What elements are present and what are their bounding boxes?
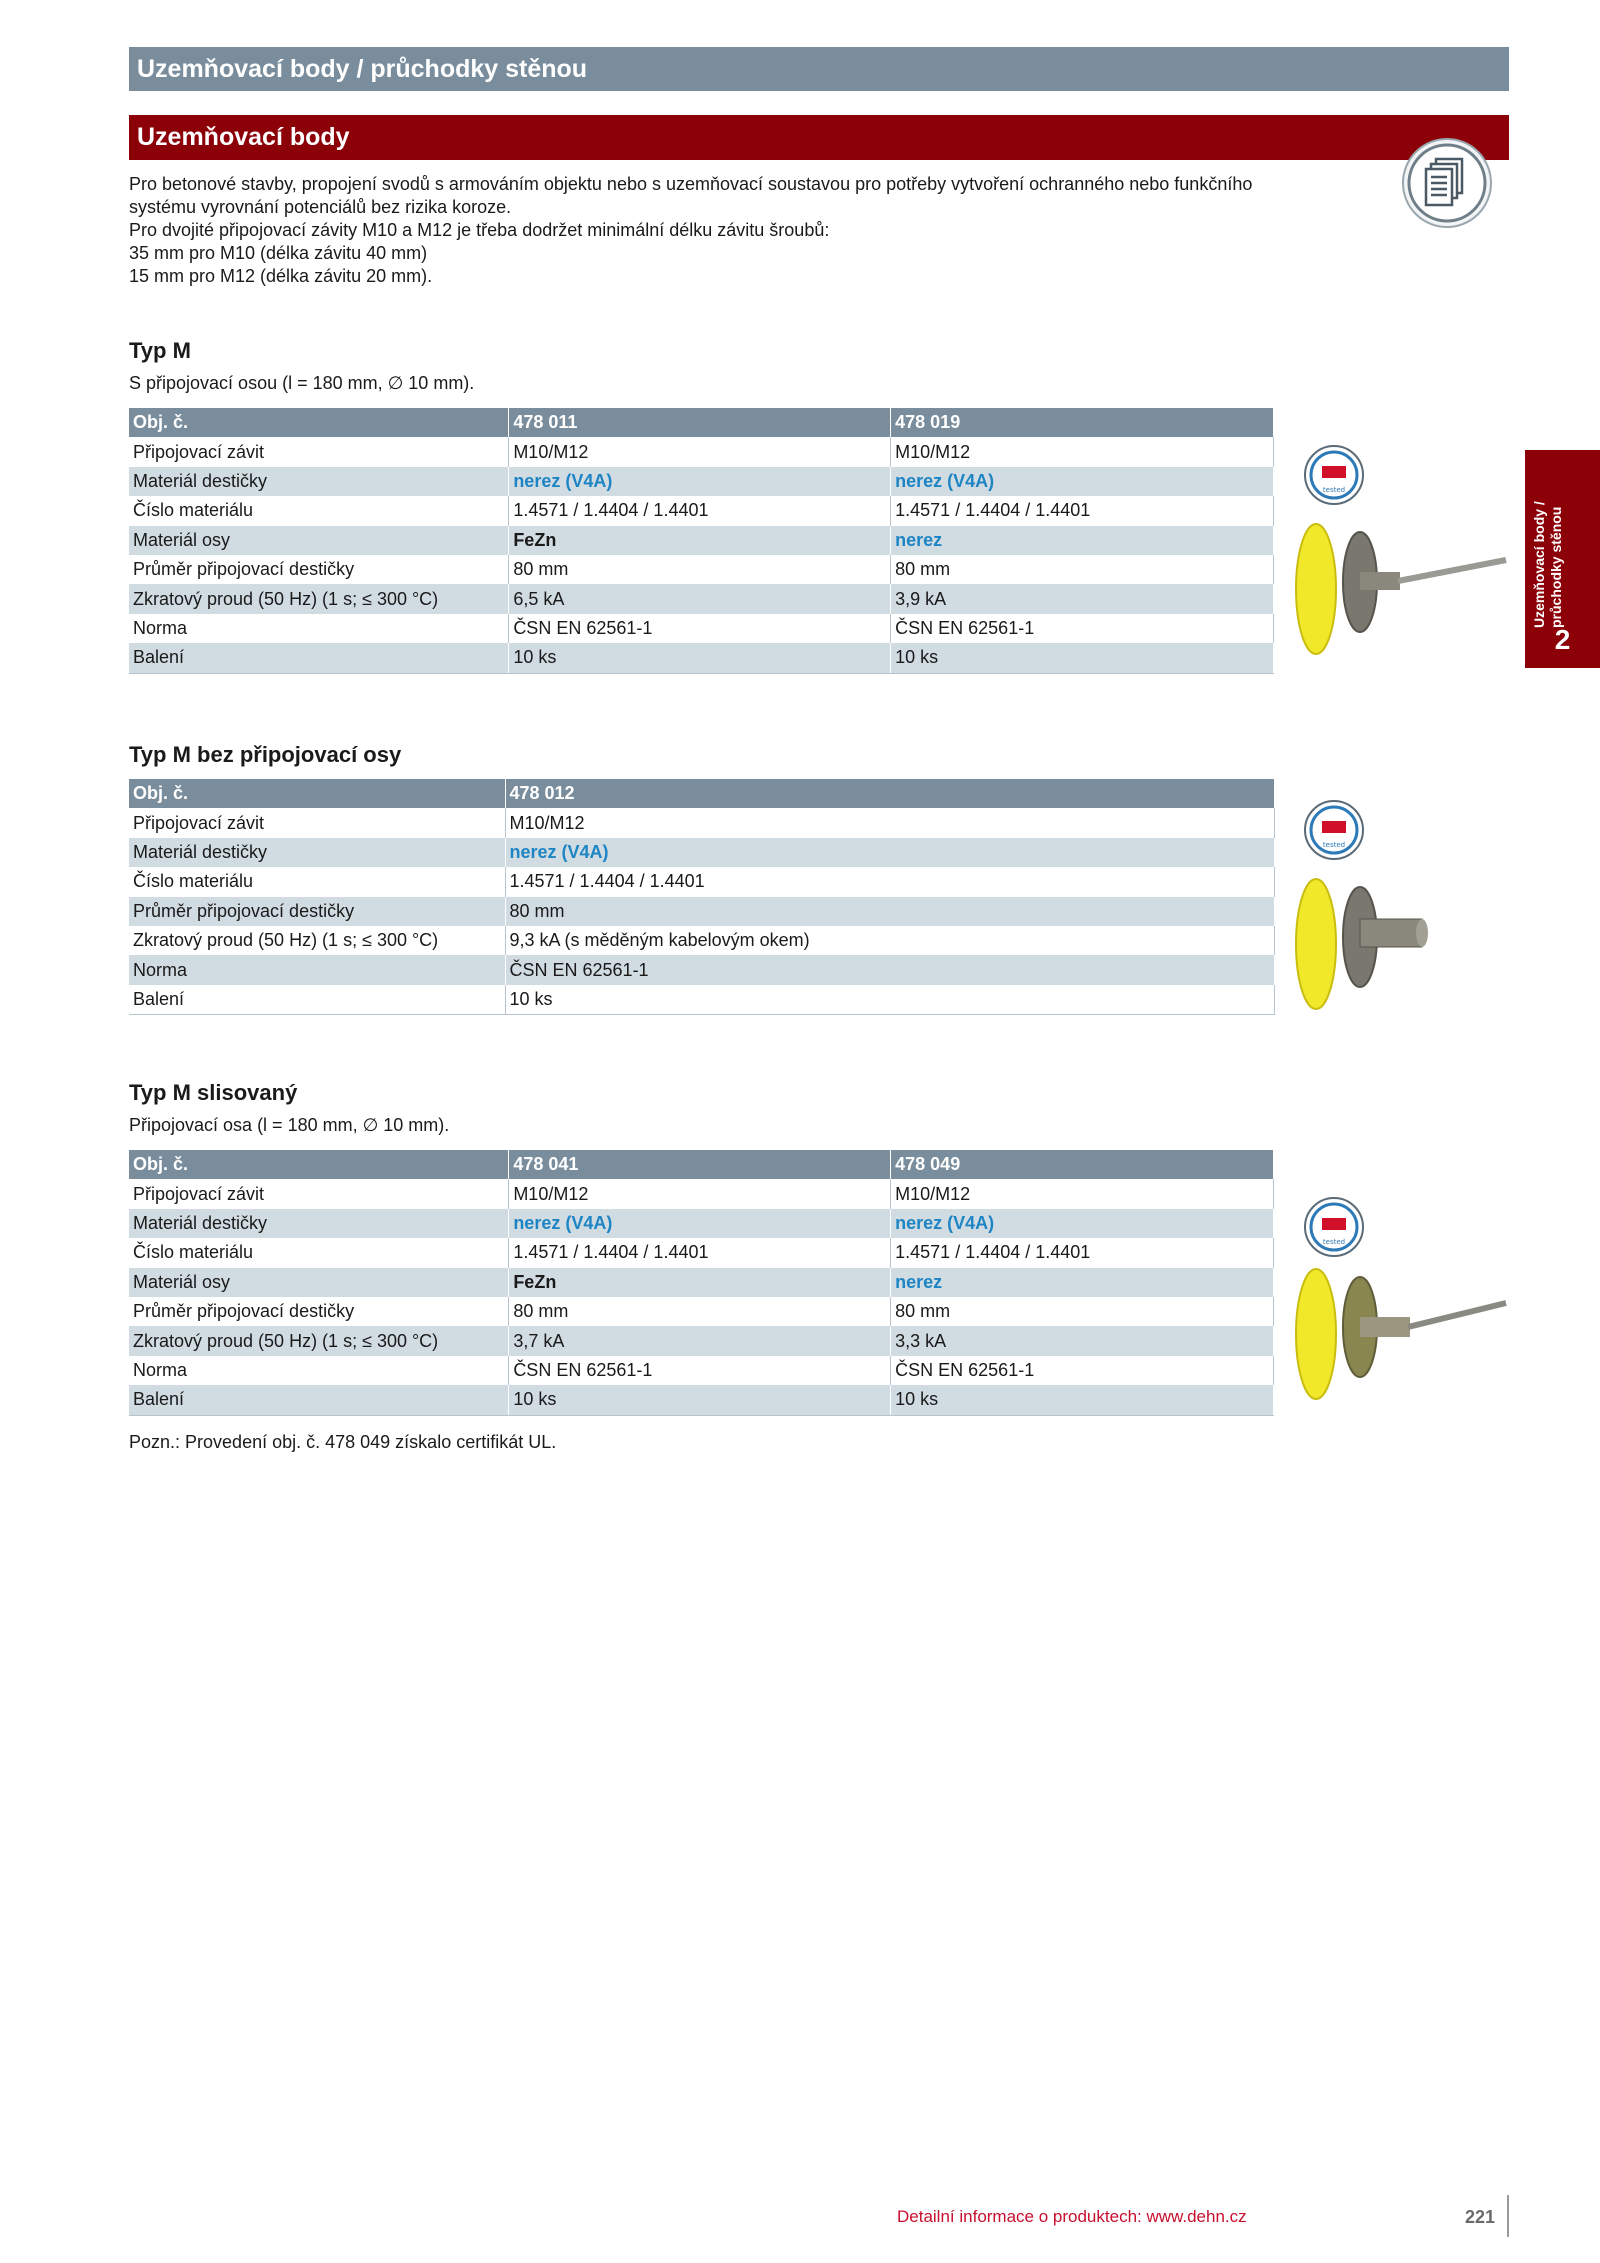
row-value: M10/M12 — [509, 1179, 891, 1208]
row-value: 80 mm — [509, 1297, 891, 1326]
chapter-title: Uzemňovací body / průchodky stěnou — [137, 54, 588, 83]
section-subtitle-typ-m: S připojovací osou (l = 180 mm, ∅ 10 mm). — [129, 373, 475, 393]
page-number: 221 — [1465, 2207, 1496, 2227]
row-label: Zkratový proud (50 Hz) (1 s; ≤ 300 °C) — [129, 1326, 509, 1355]
row-label: Materiál destičky — [129, 838, 505, 867]
row-label: Norma — [129, 614, 509, 643]
page-number-divider — [1507, 2195, 1509, 2237]
row-value: nerez — [891, 526, 1274, 555]
row-label: Připojovací závit — [129, 808, 505, 837]
row-value: 10 ks — [509, 1385, 891, 1415]
row-value: 3,9 kA — [891, 584, 1274, 613]
row-value: 10 ks — [891, 643, 1274, 673]
svg-text:tested: tested — [1322, 1238, 1346, 1246]
row-value: ČSN EN 62561-1 — [891, 1356, 1274, 1385]
row-label: Balení — [129, 1385, 509, 1415]
table-header-row — [129, 408, 1274, 437]
table-row — [129, 838, 1274, 867]
table-row — [129, 1326, 1274, 1355]
table-row — [129, 985, 1274, 1015]
row-label: Průměr připojovací destičky — [129, 897, 505, 926]
header-cell: Obj. č. — [129, 779, 505, 808]
row-label: Materiál osy — [129, 1268, 509, 1297]
row-label: Materiál osy — [129, 526, 509, 555]
row-label: Balení — [129, 985, 505, 1015]
documents-icon — [1401, 137, 1493, 229]
table-row — [129, 1238, 1274, 1267]
intro-line: 15 mm pro M12 (délka závitu 20 mm). — [129, 266, 433, 286]
row-value: 6,5 kA — [509, 584, 891, 613]
table-header-row — [129, 779, 1274, 808]
tested-badge-icon — [1303, 1196, 1365, 1258]
row-value: nerez — [891, 1268, 1274, 1297]
section-heading-typ-m-bez-osy: Typ M bez připojovací osy — [129, 742, 402, 767]
table-row — [129, 1268, 1274, 1297]
row-value: 1.4571 / 1.4404 / 1.4401 — [509, 496, 891, 525]
intro-line: Pro betonové stavby, propojení svodů s armováním objektu nebo s uzemňovací soustavou pro potřeby vytvoření ochranného nebo funkčního — [129, 174, 1253, 194]
row-value: 3,3 kA — [891, 1326, 1274, 1355]
row-label: Zkratový proud (50 Hz) (1 s; ≤ 300 °C) — [129, 926, 505, 955]
row-label: Norma — [129, 955, 505, 984]
table-row — [129, 1356, 1274, 1385]
row-label: Průměr připojovací destičky — [129, 555, 509, 584]
row-value: M10/M12 — [509, 437, 891, 466]
tested-badge-icon — [1303, 444, 1365, 506]
row-label: Materiál destičky — [129, 1209, 509, 1238]
row-label: Materiál destičky — [129, 467, 509, 496]
row-value: nerez (V4A) — [891, 1209, 1274, 1238]
row-value: FeZn — [509, 1268, 891, 1297]
side-tab-line: průchodky stěnou — [1548, 506, 1564, 628]
product-image-typ-m-bez-osy — [1288, 875, 1448, 1013]
row-value: M10/M12 — [891, 437, 1274, 466]
table-row — [129, 496, 1274, 525]
table-row — [129, 437, 1274, 466]
chapter-side-tab — [1525, 450, 1600, 668]
row-value: 80 mm — [505, 897, 1274, 926]
chapter-title-bar — [129, 47, 1509, 91]
row-label: Balení — [129, 643, 509, 673]
row-value: ČSN EN 62561-1 — [505, 955, 1274, 984]
header-cell: 478 012 — [505, 779, 1274, 808]
row-label: Průměr připojovací destičky — [129, 1297, 509, 1326]
row-value: nerez (V4A) — [891, 467, 1274, 496]
row-value: 80 mm — [509, 555, 891, 584]
row-label: Norma — [129, 1356, 509, 1385]
row-value: 10 ks — [505, 985, 1274, 1015]
row-value: nerez (V4A) — [509, 1209, 891, 1238]
row-value: 9,3 kA (s měděným kabelovým okem) — [505, 926, 1274, 955]
table-row — [129, 1385, 1274, 1415]
row-value: FeZn — [509, 526, 891, 555]
row-value: ČSN EN 62561-1 — [509, 614, 891, 643]
header-cell: 478 049 — [891, 1150, 1274, 1179]
row-value: 3,7 kA — [509, 1326, 891, 1355]
note-text: Pozn.: Provedení obj. č. 478 049 získalo certifikát UL. — [129, 1432, 557, 1452]
product-image-typ-m — [1288, 520, 1510, 658]
spec-table-typ-m — [129, 408, 1274, 674]
section-heading-typ-m: Typ M — [129, 338, 191, 363]
section-subtitle-typ-m-slisovany: Připojovací osa (l = 180 mm, ∅ 10 mm). — [129, 1115, 450, 1135]
footer-product-info-link[interactable]: Detailní informace o produktech: www.dehn.cz — [897, 2207, 1247, 2226]
intro-line: systému vyrovnání potenciálů bez rizika koroze. — [129, 197, 512, 217]
table-row — [129, 614, 1274, 643]
row-label: Číslo materiálu — [129, 496, 509, 525]
table-row — [129, 1209, 1274, 1238]
intro-line: Pro dvojité připojovací závity M10 a M12 je třeba dodržet minimální délku závitu šroubů: — [129, 220, 830, 240]
table-row — [129, 867, 1274, 896]
spec-table-typ-m-bez-osy — [129, 779, 1275, 1015]
row-label: Připojovací závit — [129, 437, 509, 466]
row-value: ČSN EN 62561-1 — [891, 614, 1274, 643]
row-value: ČSN EN 62561-1 — [509, 1356, 891, 1385]
table-row — [129, 1297, 1274, 1326]
row-value: M10/M12 — [891, 1179, 1274, 1208]
header-cell: Obj. č. — [129, 1150, 509, 1179]
table-row — [129, 955, 1274, 984]
table-row — [129, 926, 1274, 955]
section-title-bar — [129, 115, 1509, 160]
row-label: Zkratový proud (50 Hz) (1 s; ≤ 300 °C) — [129, 584, 509, 613]
side-tab-label — [1531, 433, 1591, 628]
row-value: 1.4571 / 1.4404 / 1.4401 — [891, 1238, 1274, 1267]
header-cell: 478 011 — [509, 408, 891, 437]
row-value: 1.4571 / 1.4404 / 1.4401 — [891, 496, 1274, 525]
svg-text:tested: tested — [1322, 486, 1346, 494]
table-header-row — [129, 1150, 1274, 1179]
table-row — [129, 897, 1274, 926]
row-value: 10 ks — [509, 643, 891, 673]
row-value: 10 ks — [891, 1385, 1274, 1415]
intro-text — [129, 173, 1309, 288]
row-label: Číslo materiálu — [129, 867, 505, 896]
table-row — [129, 1179, 1274, 1208]
header-cell: Obj. č. — [129, 408, 509, 437]
table-row — [129, 808, 1274, 837]
row-value: 80 mm — [891, 1297, 1274, 1326]
tested-badge-icon — [1303, 799, 1365, 861]
row-value: nerez (V4A) — [505, 838, 1274, 867]
table-row — [129, 467, 1274, 496]
spec-table-typ-m-slisovany — [129, 1150, 1274, 1416]
row-value: 80 mm — [891, 555, 1274, 584]
section-title: Uzemňovací body — [137, 123, 350, 151]
table-row — [129, 526, 1274, 555]
table-row — [129, 584, 1274, 613]
row-value: nerez (V4A) — [509, 467, 891, 496]
product-image-typ-m-slisovany — [1288, 1265, 1510, 1403]
header-cell: 478 041 — [509, 1150, 891, 1179]
section-heading-typ-m-slisovany: Typ M slisovaný — [129, 1080, 298, 1105]
row-value: 1.4571 / 1.4404 / 1.4401 — [505, 867, 1274, 896]
header-cell: 478 019 — [891, 408, 1274, 437]
row-label: Připojovací závit — [129, 1179, 509, 1208]
table-row — [129, 555, 1274, 584]
intro-line: 35 mm pro M10 (délka závitu 40 mm) — [129, 243, 428, 263]
side-tab-line: Uzemňovací body / — [1531, 501, 1547, 628]
row-label: Číslo materiálu — [129, 1238, 509, 1267]
row-value: M10/M12 — [505, 808, 1274, 837]
table-row — [129, 643, 1274, 673]
row-value: 1.4571 / 1.4404 / 1.4401 — [509, 1238, 891, 1267]
side-tab-number: 2 — [1554, 624, 1571, 655]
svg-text:tested: tested — [1322, 841, 1346, 849]
